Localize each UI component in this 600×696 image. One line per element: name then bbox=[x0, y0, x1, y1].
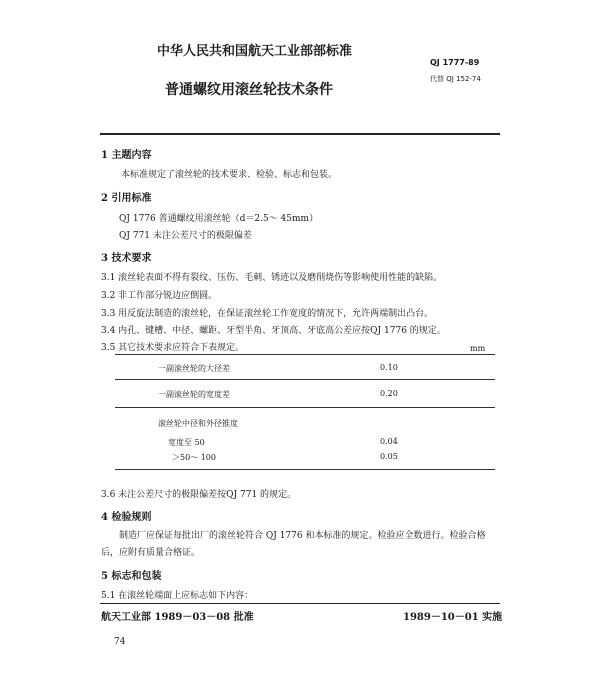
row-width-diff-label: 一副滚丝轮的宽度差 bbox=[158, 390, 230, 399]
row-diameter-diff-value: 0.10 bbox=[380, 363, 398, 372]
replaces-note bbox=[430, 74, 481, 84]
issuing-organization: 中华人民共和国航天工业部部标准 bbox=[157, 44, 353, 59]
section-2-heading: 2 引用标准 bbox=[101, 193, 152, 204]
clause-3-4: 3.4 内孔、键槽、中径、螺距、牙型半角、牙顶高、牙底高公差应按QJ 1776 的规定。 bbox=[101, 326, 446, 336]
header-rule bbox=[100, 133, 500, 135]
clause-3-3: 3.3 用反旋法制造的滚丝轮，在保证滚丝轮工作宽度的情况下，允许两端制出凸台。 bbox=[101, 309, 434, 319]
section-4-body-line-1: 制造厂应保证每批出厂的滚丝轮符合 QJ 1776 和本标准的规定。检验应全数进行。检验合格 bbox=[119, 531, 486, 541]
clause-3-5: 3.5 其它技术要求应符合下表规定。 bbox=[101, 343, 245, 353]
replaces-label: 代替 bbox=[430, 75, 444, 83]
section-1-body: 本标准规定了滚丝轮的技术要求、检验、标志和包装。 bbox=[121, 170, 338, 180]
clause-3-1: 3.1 滚丝轮表面不得有裂纹、压伤、毛刺、锈迹以及磨削烧伤等影响使用性能的缺陷。 bbox=[101, 273, 443, 283]
section-1-heading: 1 主题内容 bbox=[101, 150, 152, 161]
row-taper-width-50-value: 0.04 bbox=[380, 437, 398, 446]
row-taper-width-100-value: 0.05 bbox=[380, 452, 398, 461]
reference-qj1776: QJ 1776 普通螺纹用滚丝轮（d＝2.5～ 45mm） bbox=[119, 214, 319, 224]
table-rule-top bbox=[115, 354, 495, 355]
section-5-heading: 5 标志和包装 bbox=[101, 571, 162, 582]
row-taper-width-50-label: 宽度至 50 bbox=[168, 438, 205, 447]
table-rule-2 bbox=[115, 407, 495, 408]
row-taper-width-100-label: ＞50～ 100 bbox=[172, 453, 216, 462]
clause-3-2: 3.2 非工作部分锐边应倒圆。 bbox=[101, 291, 218, 301]
standard-code: QJ 1777-89 bbox=[430, 58, 480, 67]
table-rule-bottom bbox=[115, 469, 495, 470]
section-4-heading: 4 检验规则 bbox=[101, 512, 152, 523]
approval-date: 航天工业部 1989－03－08 批准 bbox=[101, 612, 254, 623]
document-title: 普通螺纹用滚丝轮技术条件 bbox=[165, 82, 333, 98]
footer-rule bbox=[100, 603, 500, 604]
clause-5-1: 5.1 在滚丝轮端面上应标志如下内容： bbox=[101, 591, 254, 601]
effective-date: 1989－10－01 实施 bbox=[403, 612, 503, 623]
table-unit: mm bbox=[470, 344, 486, 353]
table-rule-1 bbox=[115, 379, 495, 380]
reference-qj771: QJ 771 未注公差尺寸的极限偏差 bbox=[119, 231, 252, 241]
section-3-heading: 3 技术要求 bbox=[101, 253, 152, 264]
row-taper-label: 滚丝轮中径和外径锥度 bbox=[158, 419, 238, 428]
page-number: 74 bbox=[114, 637, 126, 647]
section-4-body-line-2: 后，应附有质量合格证。 bbox=[101, 548, 201, 558]
row-diameter-diff-label: 一副滚丝轮的大径差 bbox=[158, 364, 230, 373]
row-width-diff-value: 0.20 bbox=[380, 389, 398, 398]
replaces-code: QJ 152-74 bbox=[446, 75, 481, 83]
clause-3-6: 3.6 未注公差尺寸的极限偏差按QJ 771 的规定。 bbox=[101, 490, 297, 500]
